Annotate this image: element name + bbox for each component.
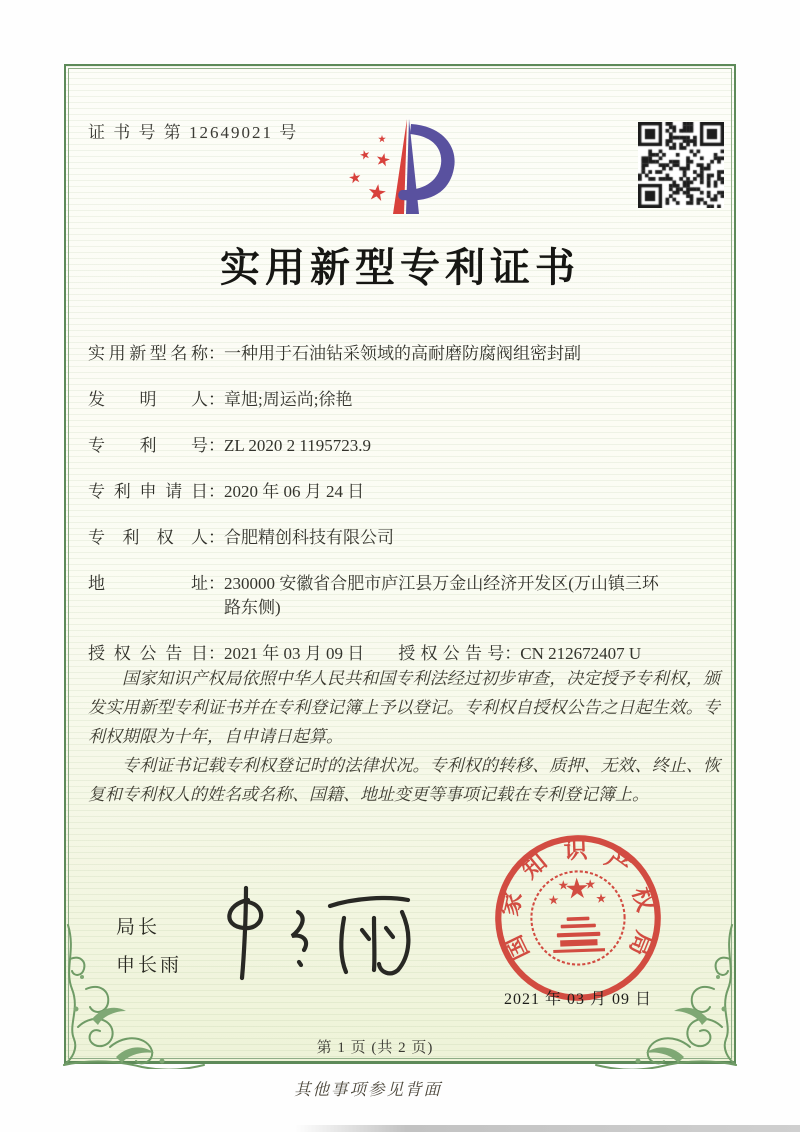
certificate-fields <box>88 342 724 688</box>
star-icon <box>378 135 386 142</box>
svg-text:产: 产 <box>600 846 635 882</box>
grant-date-pair <box>88 642 364 666</box>
field-row-inventors <box>88 388 724 412</box>
field-colon: ： <box>208 644 225 663</box>
svg-text:识: 识 <box>563 837 589 865</box>
certificate-number: 证 书 号 第 12649021 号 <box>88 123 299 142</box>
seal-date: 2021 年 03 月 09 日 <box>503 991 652 1008</box>
director-signature-icon <box>202 878 432 983</box>
officer-name: 申长雨 <box>116 955 183 976</box>
svg-text:局: 局 <box>623 927 657 960</box>
star-icon <box>375 152 391 167</box>
field-row-address <box>88 572 724 620</box>
field-label: 实用新型名称 <box>88 344 208 363</box>
corner-flourish-icon <box>594 919 744 1069</box>
field-value: 章旭;周运尚;徐艳 <box>224 390 353 409</box>
scan-edge-shadow <box>295 1125 800 1132</box>
back-note: 其他事项参见背面 <box>294 1080 442 1099</box>
field-value: 230000 安徽省合肥市庐江县万金山经济开发区(万山镇三环路东侧) <box>224 574 659 617</box>
field-row-patent-number <box>88 434 724 458</box>
paragraph-register-statement: 专利证书记载专利权登记时的法律状况。专利权的转移、质押、无效、终止、恢复和专利权人的姓名或名称、国籍、地址变更等事项记载在专利登记簿上。 <box>88 756 720 804</box>
field-row-grant <box>88 642 724 666</box>
field-label: 专利权人 <box>88 528 208 547</box>
svg-text:权: 权 <box>626 884 659 915</box>
field-label: 授权公告日 <box>88 644 208 663</box>
field-label: 专利申请日 <box>88 482 208 501</box>
field-row-filing-date <box>88 480 724 504</box>
field-value: 一种用于石油钻采领域的高耐磨防腐阀组密封副 <box>224 344 581 363</box>
field-value: 2020 年 06 月 24 日 <box>224 482 365 501</box>
field-label: 地址 <box>88 574 208 593</box>
field-colon: ： <box>208 528 225 547</box>
grant-number-pair <box>398 642 641 666</box>
field-colon: ： <box>504 644 522 663</box>
field-label: 授权公告号 <box>398 644 505 663</box>
field-colon: ： <box>208 574 225 593</box>
field-colon: ： <box>208 436 225 455</box>
field-colon: ： <box>208 482 225 501</box>
svg-text:知: 知 <box>517 849 553 885</box>
qr-code <box>638 122 724 208</box>
field-value: CN 212672407 U <box>520 644 642 663</box>
legal-paragraphs <box>88 664 720 809</box>
field-colon: ： <box>208 390 225 409</box>
svg-text:国: 国 <box>500 930 535 964</box>
certificate-frame <box>64 64 736 1064</box>
logo-p-bowl <box>398 124 454 200</box>
star-icon <box>368 183 387 202</box>
field-value: 合肥精创科技有限公司 <box>224 528 394 547</box>
page-title: 实用新型专利证书 <box>220 245 580 290</box>
field-colon: ： <box>208 344 225 363</box>
cnipa-patent-logo-icon <box>340 110 480 232</box>
star-icon <box>348 171 361 184</box>
page-number: 第 1 页 (共 2 页) <box>316 1040 434 1056</box>
field-row-name <box>88 342 724 366</box>
svg-text:家: 家 <box>497 889 528 919</box>
field-row-patentee <box>88 526 724 550</box>
field-value: 2021 年 03 月 09 日 <box>224 644 365 663</box>
field-label: 发明人 <box>88 390 208 409</box>
paragraph-grant-statement: 国家知识产权局依照中华人民共和国专利法经过初步审查，决定授予专利权，颁发实用新型专利证书并在专利登记簿上予以登记。专利权自授权公告之日起生效。专利权期限为十年，自申请日起算。 <box>88 669 720 746</box>
corner-flourish-icon <box>56 919 206 1069</box>
star-icon <box>359 149 371 160</box>
field-label: 专利号 <box>88 436 208 455</box>
officer-title: 局长 <box>116 917 161 938</box>
field-value: ZL 2020 2 1195723.9 <box>224 436 372 455</box>
